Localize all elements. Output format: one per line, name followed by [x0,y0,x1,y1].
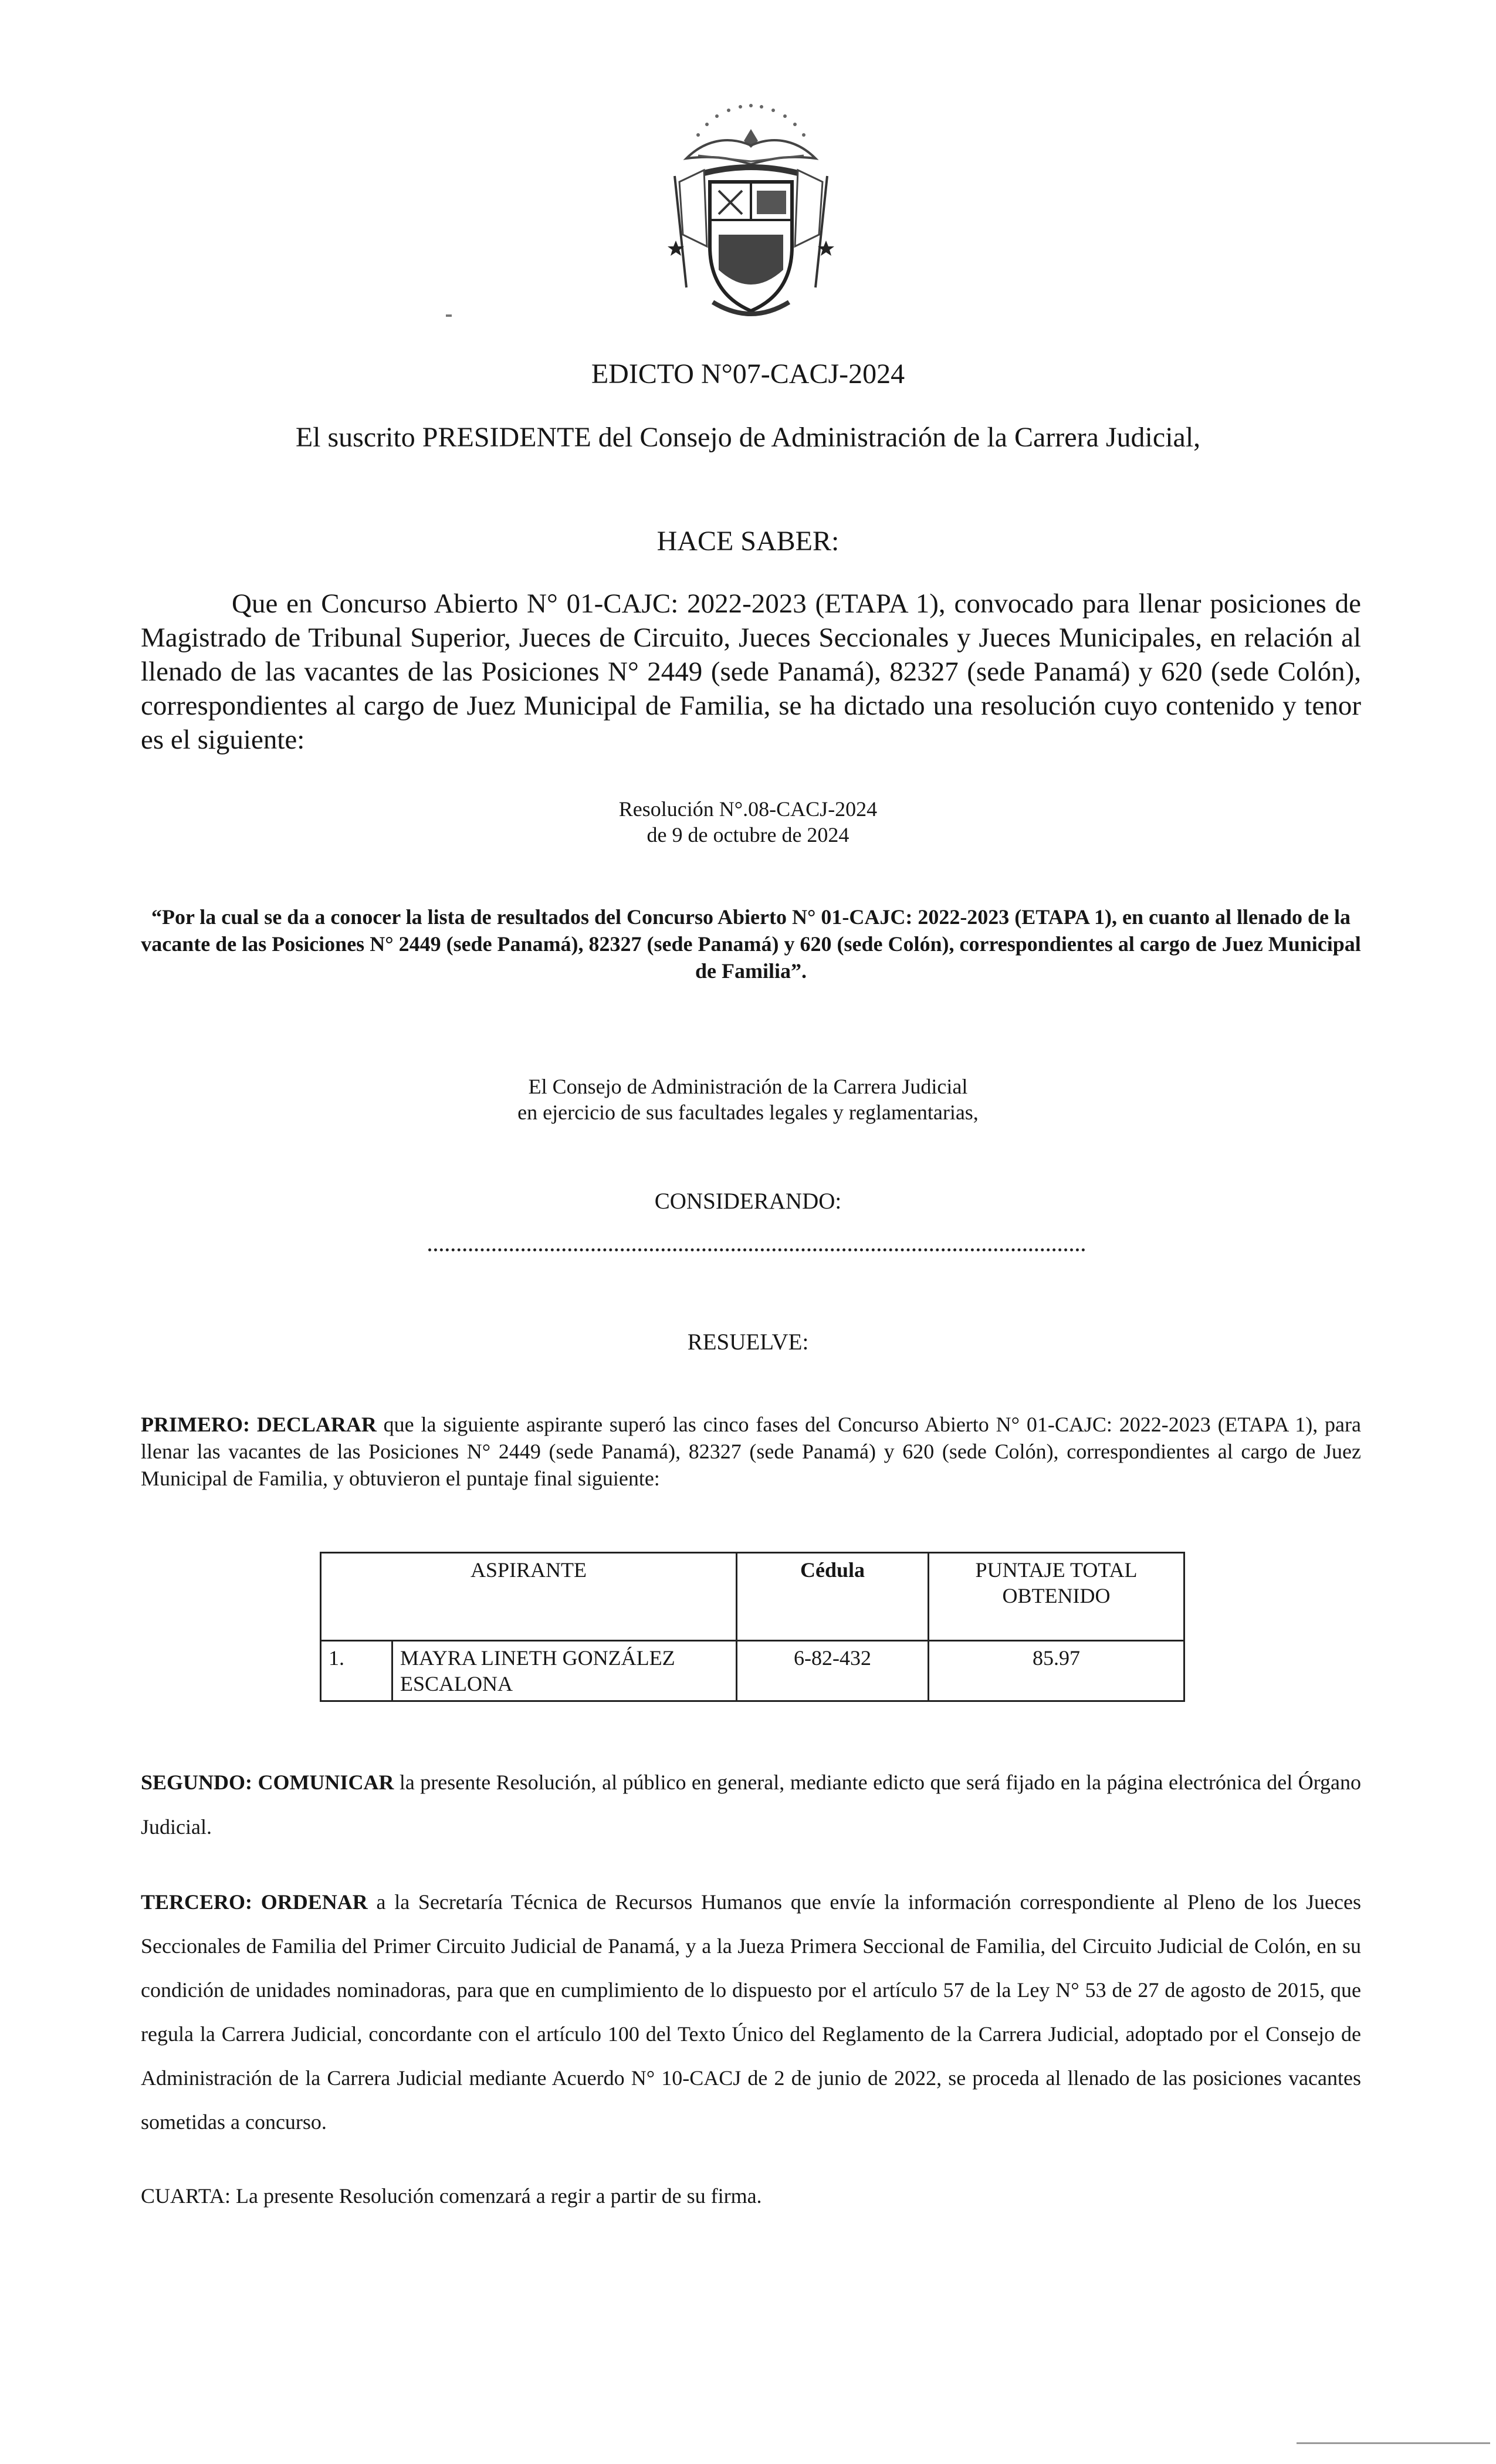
hace-saber-heading: HACE SABER: [656,526,840,557]
row-number: 1. [321,1641,392,1701]
footer-rule [1297,2442,1490,2444]
header-aspirante: ASPIRANTE [321,1553,737,1641]
resolution-date: de 9 de octubre de 2024 [647,823,849,847]
table-row [321,1641,1184,1701]
applicant-score: 85.97 [929,1641,1184,1701]
council-line-1: El Consejo de Administración de la Carrera Judicial [528,1075,968,1098]
applicant-cedula: 6-82-432 [737,1641,929,1701]
cuarta-paragraph [141,2182,1361,2209]
results-table-header [321,1553,1184,1641]
header-cedula: Cédula [737,1553,929,1641]
cuarta-text: La presente Resolución comenzará a regir a partir de su firma. [230,2184,762,2208]
resolution-header [0,796,1496,848]
primero-paragraph [141,1411,1361,1492]
intro-line: El suscrito PRESIDENTE del Consejo de Administración de la Carrera Judicial, [295,422,1201,453]
primero-text: que la siguiente aspirante superó las cinco fases del Concurso Abierto N° 01-CAJC: 2022-2023 (ETAPA 1), para llenar las vacantes de las Posiciones N° 2449 (sede Panamá), 82327 (sede Panamá) y 620 (sede Colón), correspondientes al cargo de Juez Municipal de Familia, y obtuvieron el puntaje final siguiente: [141,1413,1361,1490]
resolution-number: Resolución N°.08-CACJ-2024 [618,797,878,821]
council-statement [0,1074,1496,1125]
header-puntaje: PUNTAJE TOTAL OBTENIDO [929,1553,1184,1641]
tercero-text: a la Secretaría Técnica de Recursos Humanos que envíe la información correspondiente al Pleno de los Jueces Seccionales de Familia del Primer Circuito Judicial de Panamá, y a la Jueza Primera Seccional de Familia, del Circuito Judicial de Colón, en su condición de unidades nominadoras, para que en cumplimiento de lo dispuesto por el artículo 57 de la Ley N° 53 de 27 de agosto de 2015, que regula la Carrera Judicial, concordante con el artículo 100 del Texto Único del Reglamento de la Carrera Judicial, adoptado por el Consejo de Administración de la Carrera Judicial mediante Acuerdo N° 10-CACJ de 2 de junio de 2022, se proceda al llenado de las posiciones vacantes sometidas a concurso. [141,1890,1361,2134]
tercero-paragraph [141,1880,1361,2144]
considerando-heading: CONSIDERANDO: [654,1189,842,1214]
main-paragraph [141,587,1361,757]
coat-of-arms-icon [663,94,839,329]
resolution-quote: “Por la cual se da a conocer la lista de resultados del Concurso Abierto N° 01-CAJC: 2022-2023 (ETAPA 1), en cuanto al llenado de la vacante de las Posiciones N° 2449 (sede Panamá), 82327 (sede Panamá) y 620 (sede Colón), correspondientes al cargo de Juez Municipal de Familia”. [141,905,1361,983]
resuelve-heading: RESUELVE: [687,1329,809,1355]
council-line-2: en ejercicio de sus facultades legales y reglamentarias, [517,1101,979,1124]
results-table [320,1552,1185,1702]
tercero-label: TERCERO: ORDENAR [141,1890,368,1914]
cuarta-label: CUARTA: [141,2184,231,2208]
segundo-text: la presente Resolución, al público en general, mediante edicto que será fijado en la página electrónica del Órgano Judicial. [141,1771,1361,1839]
applicant-name: MAYRA LINETH GONZÁLEZ ESCALONA [392,1641,737,1701]
primero-label: PRIMERO: DECLARAR [141,1413,377,1436]
edict-title: EDICTO N°07-CACJ-2024 [591,358,905,390]
main-paragraph-text: Que en Concurso Abierto N° 01-CAJC: 2022-2023 (ETAPA 1), convocado para llenar posiciones de Magistrado de Tribunal Superior, Jueces de Circuito, Jueces Seccionales y Jueces Municipales, en relación al llenado de las vacantes de las Posiciones N° 2449 (sede Panamá), 82327 (sede Panamá) y 620 (sede Colón), correspondientes al cargo de Juez Municipal de Familia, se ha dictado una resolución cuyo contenido y tenor es el siguiente: [141,588,1361,755]
omitted-content-divider [428,1248,1085,1251]
segundo-paragraph [141,1760,1361,1849]
segundo-label: SEGUNDO: COMUNICAR [141,1771,394,1794]
scan-mark [446,314,452,317]
